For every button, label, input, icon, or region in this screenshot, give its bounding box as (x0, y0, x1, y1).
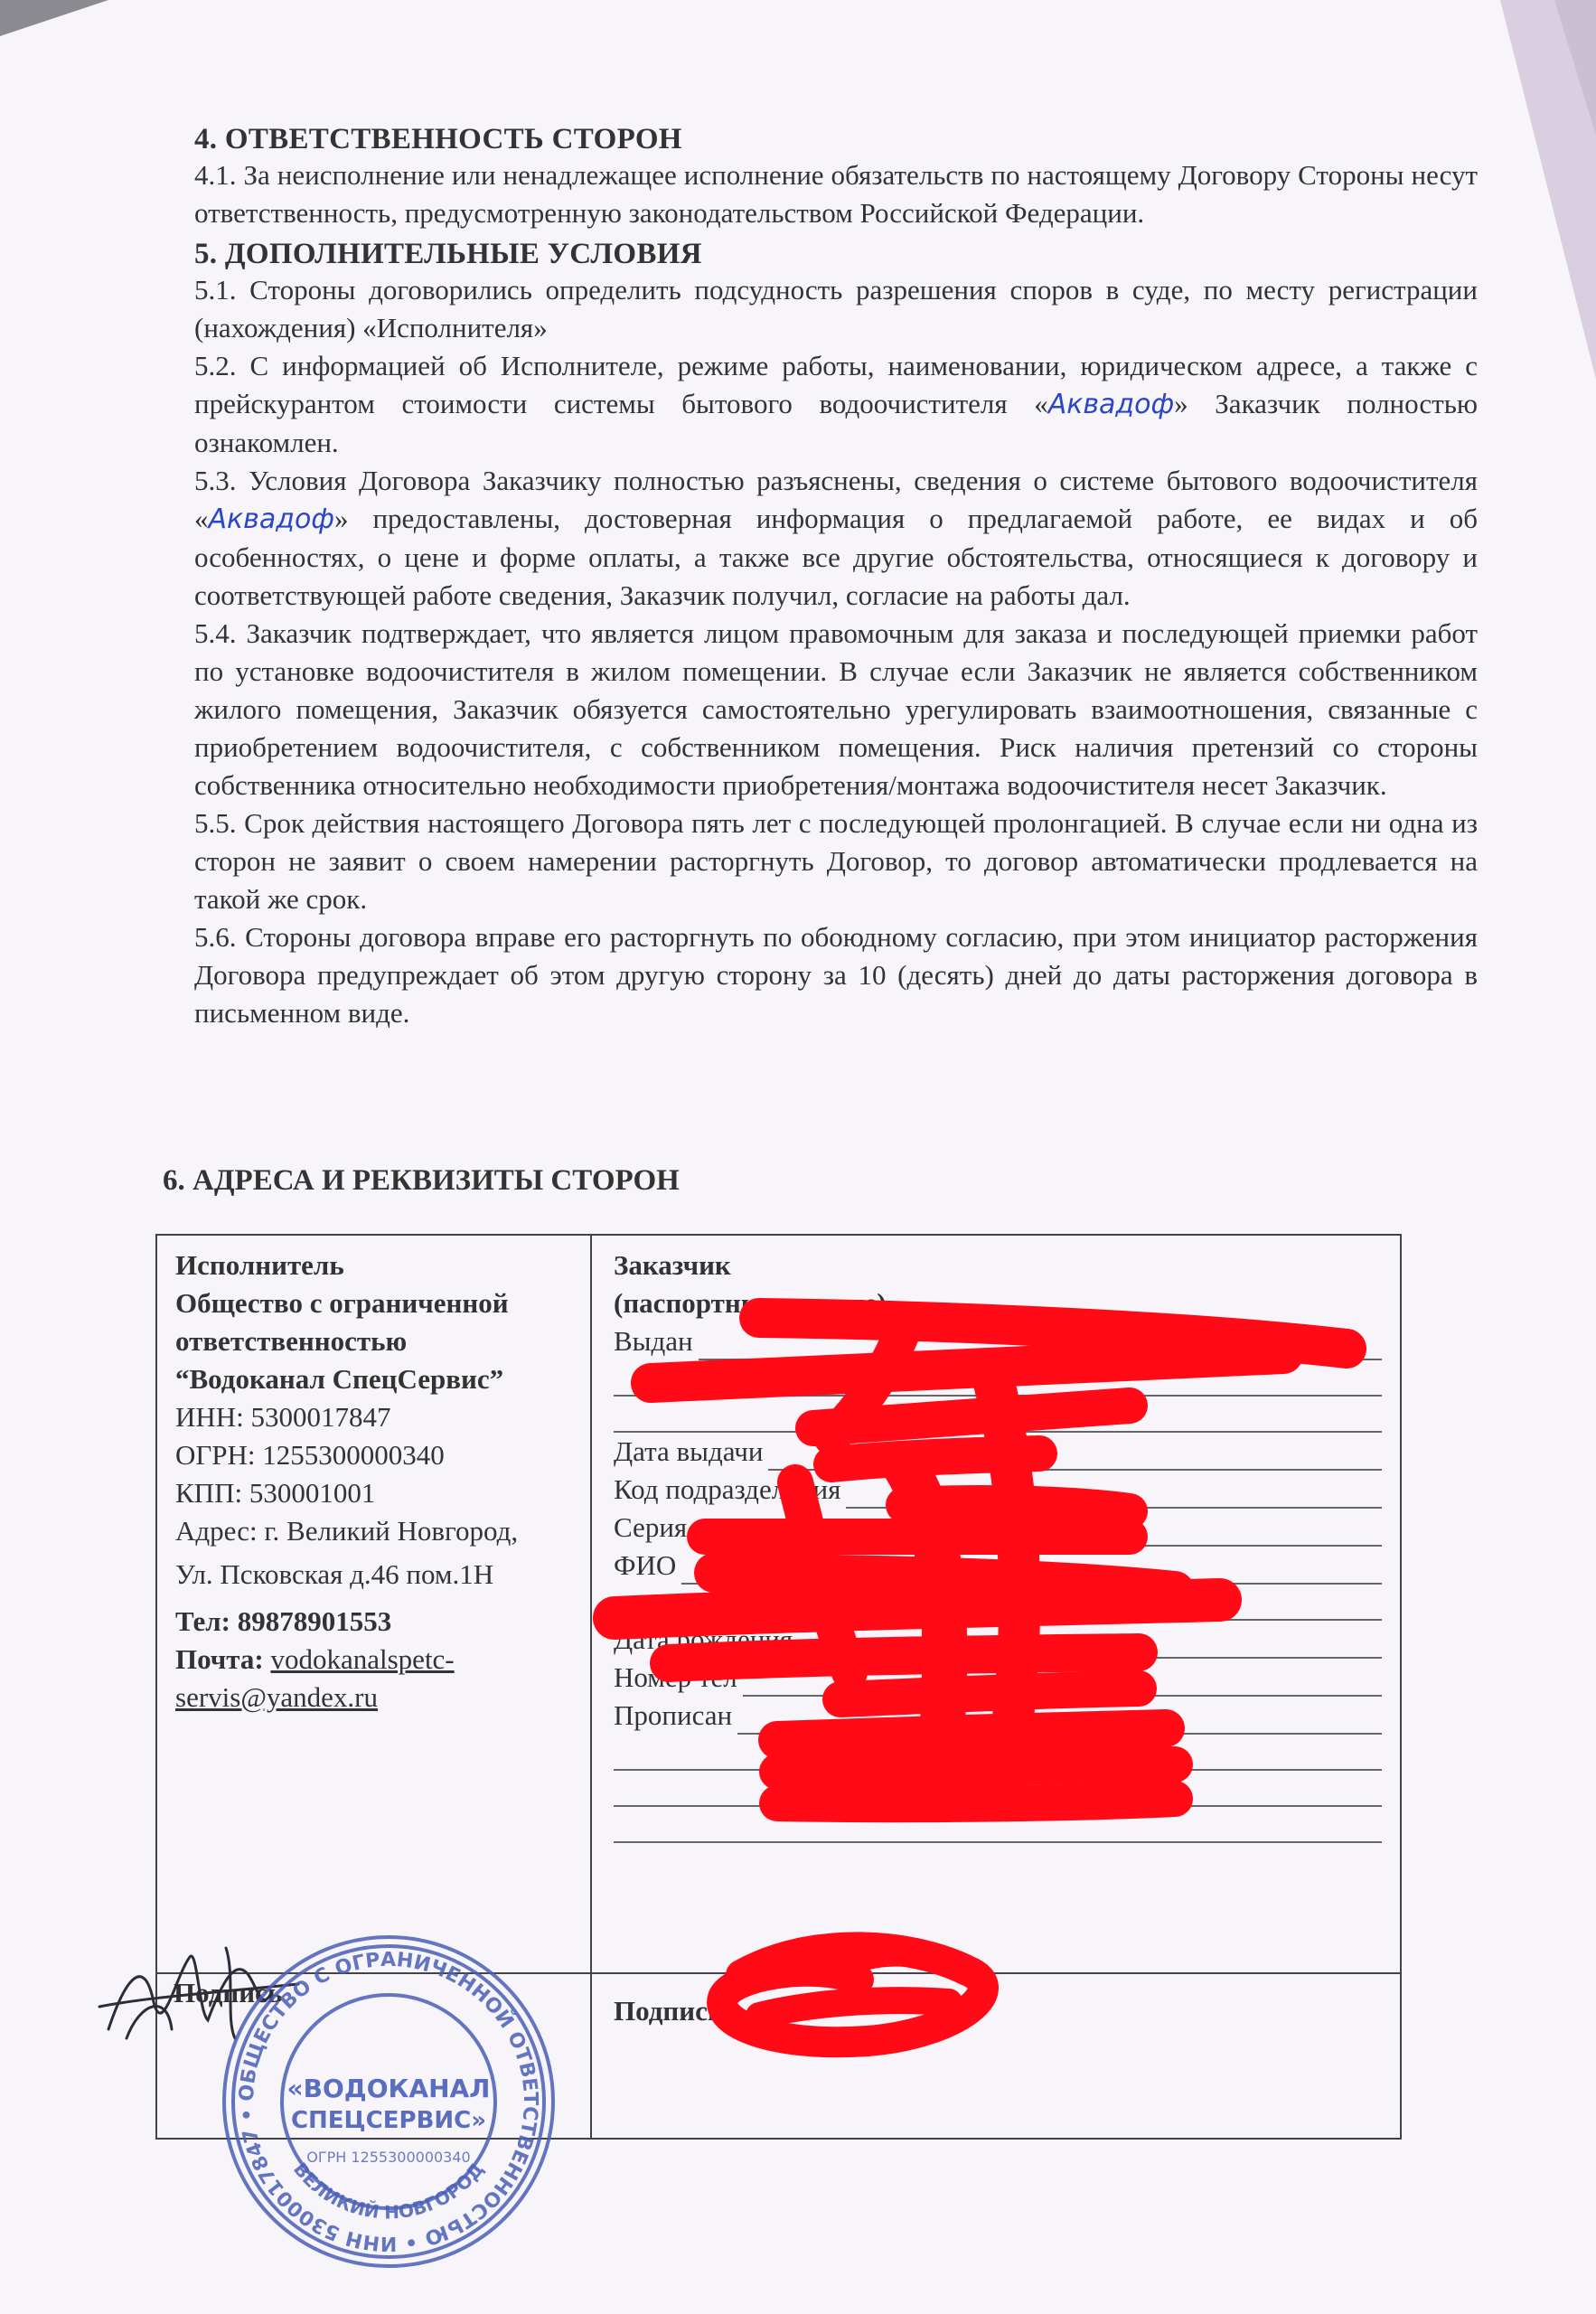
executor-phone: 89878901553 (237, 1605, 392, 1637)
field-series-label: Серия (614, 1511, 688, 1543)
email-label: Почта: (175, 1643, 264, 1675)
field-registered-label: Прописан (614, 1699, 733, 1731)
clause-5-5: 5.5. Срок действия настоящего Договора пять лет с последующей пролонгацией. В случае если ни одна из сторон не заявит о своем намерении расторгнуть Договор, то договор автоматически продлевается на такой же срок. (194, 807, 1478, 915)
executor-signature-label: Подпись (174, 1977, 283, 2008)
stamp-bottom-text: ВЕЛИКИЙ НОВГОРОД (288, 2158, 489, 2224)
handwritten-brand: Аквадоф (208, 503, 334, 535)
customer-heading: Заказчик (614, 1249, 731, 1281)
handwritten-brand: Аквадоф (1047, 389, 1175, 420)
field-issue-date-label: Дата выдачи (614, 1435, 764, 1467)
executor-inn: ИНН: 5300017847 (175, 1401, 391, 1433)
stamp-center-line1: «ВОДОКАНАЛ (286, 2074, 491, 2103)
executor-heading: Исполнитель (175, 1249, 344, 1281)
field-number-label: № (1025, 1511, 1053, 1543)
section-5-title: 5. ДОПОЛНИТЕЛЬНЫЕ УСЛОВИЯ (194, 238, 702, 270)
customer-subheading: (паспортные данные) (614, 1287, 887, 1319)
stamp-center-line2: СПЕЦСЕРВИС» (290, 2107, 487, 2134)
clause-4-1: 4.1. За неисполнение или ненадлежащее исполнение обязательств по настоящему Договору Стороны несут ответственность, предусмотренную законодательством Российской Федерации. (194, 159, 1478, 229)
stamp-ring-text: ОБЩЕСТВО С ОГРАНИЧЕННОЙ ОТВЕТСТВЕННОСТЬЮ • ИНН 5300017847 • (235, 1948, 542, 2255)
clause-5-2-text-a: 5.2. С информацией об Исполнителе, режиме работы, наименовании, юридическом адресе, а также с прейскурантом стоимости системы бытового водоочистителя « (194, 350, 1478, 419)
field-phone-label: Номер тел (614, 1661, 737, 1693)
executor-ogrn: ОГРН: 1255300000340 (175, 1439, 445, 1471)
field-issued-label: Выдан (614, 1325, 693, 1357)
clause-5-1: 5.1. Стороны договорились определить подсудность разрешения споров в суде, по месту регистрации (нахождения) «Исполнителя» (194, 274, 1478, 343)
executor-address-line2: Ул. Псковская д.46 пом.1Н (175, 1558, 494, 1590)
clause-5-3-text-a: 5.3. Условия Договора Заказчику полностью разъяснены, сведения о системе бытового водоочистителя « (194, 465, 1478, 534)
section-6-title: 6. АДРЕСА И РЕКВИЗИТЫ СТОРОН (163, 1164, 680, 1197)
field-dept-code-label: Код подразделения (614, 1473, 841, 1505)
executor-org-line3: “Водоканал СпецСервис” (175, 1363, 504, 1395)
clause-5-4: 5.4. Заказчик подтверждает, что является лицом правомочным для заказа и последующей приемки работ по установке водоочистителя в жилом помещении. В случае если Заказчик не является собственником жилого помещения, Заказчик обязуется самостоятельно урегулировать взаимоотношения, связанные с приобретением водоочистителя, с собственником помещения. Риск наличия претензий со стороны собственника относительно необходимости приобретения/монтажа водоочистителя несет Заказчик. (194, 617, 1478, 801)
executor-email-part1[interactable]: vodokanalspetc- (270, 1643, 455, 1675)
executor-org-line1: Общество с ограниченной (175, 1287, 509, 1319)
executor-kpp: КПП: 530001001 (175, 1477, 376, 1509)
stamp-ogrn: ОГРН 1255300000340 (306, 2149, 471, 2166)
clause-5-2-text-b: » Заказчик полностью ознакомлен. (194, 388, 1479, 458)
executor-org-line2: ответственностью (175, 1325, 408, 1357)
clause-5-3-text-b: » предоставлены, достоверная информация о предлагаемой работе, ее видах и об особенностях, о цене и форме оплаты, а также все другие обстоятельства, относящиеся к договору и соответствующей работе сведения, Заказчик получил, согласие на работы дал. (194, 503, 1478, 611)
field-birth-date-label: Дата рождения (614, 1623, 793, 1655)
field-fio-label: ФИО (614, 1549, 677, 1581)
clause-5-6: 5.6. Стороны договора вправе его расторгнуть по обоюдному согласию, при этом инициатор расторжения Договора предупреждает об этом другую сторону за 10 (десять) дней до даты расторжения договора в письменном виде. (194, 921, 1478, 1029)
executor-email-part2[interactable]: servis@yandex.ru (175, 1681, 378, 1713)
phone-label: Тел: (175, 1605, 230, 1637)
executor-address-line1: Адрес: г. Великий Новгород, (175, 1515, 519, 1547)
customer-signature-label: Подпись (614, 1995, 723, 2027)
section-4-title: 4. ОТВЕТСТВЕННОСТЬ СТОРОН (194, 123, 682, 155)
